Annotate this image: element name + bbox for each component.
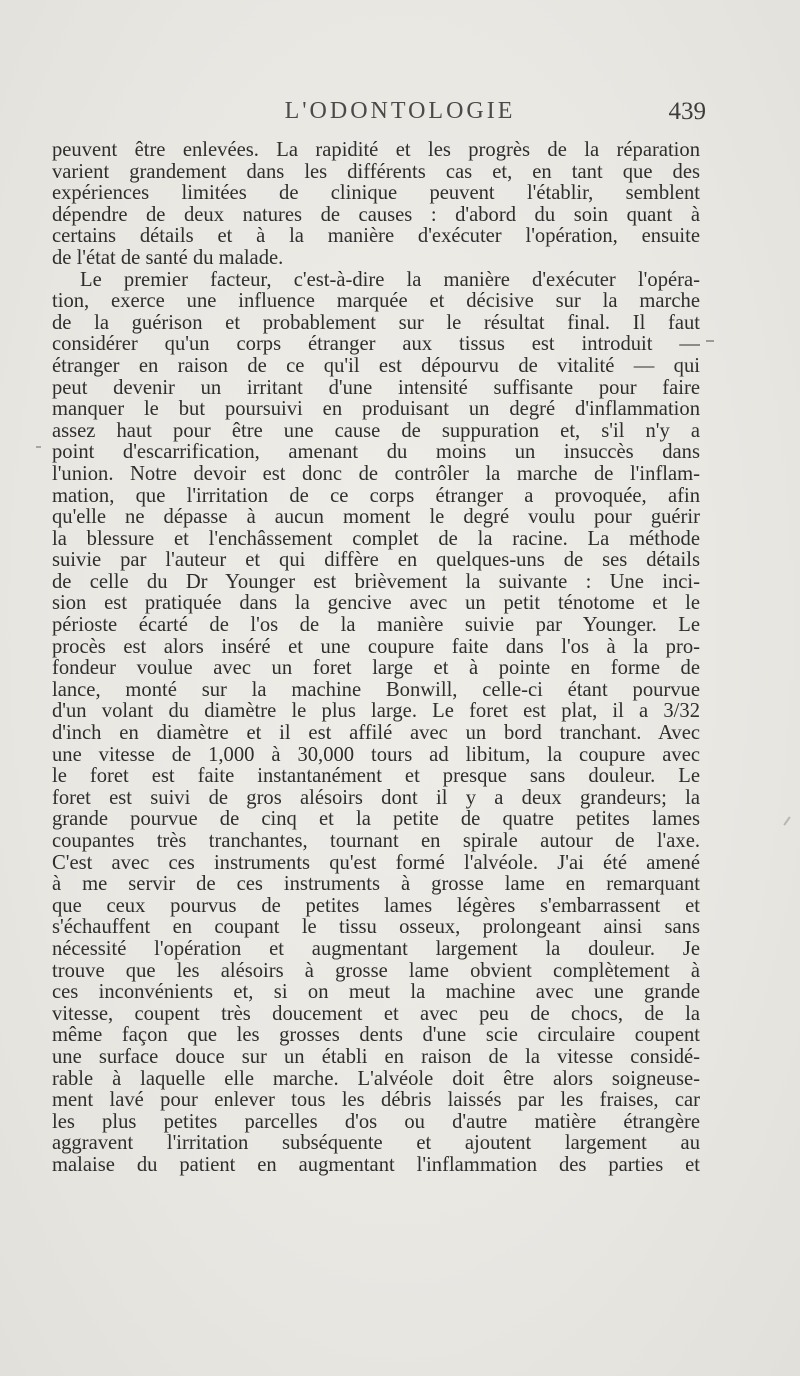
text-line: C'est avec ces instruments qu'est formé l'alvéole. J'ai été amené [52, 852, 700, 874]
margin-mark [783, 816, 790, 825]
text-line: manquer le but poursuivi en produisant un degré d'inflammation [52, 399, 700, 421]
text-line: point d'escarrification, amenant du moins un insuccès dans [52, 442, 700, 464]
text-line: rable à laquelle elle marche. L'alvéole doit être alors soigneuse- [52, 1068, 700, 1090]
text-line: assez haut pour être une cause de suppuration et, s'il n'y a [52, 420, 700, 442]
text-line: suivie par l'auteur et qui diffère en quelques-uns de ses détails [52, 550, 700, 572]
text-line: étranger en raison de ce qu'il est dépourvu de vitalité — qui [52, 355, 700, 377]
text-line: périoste écarté de l'os de la manière suivie par Younger. Le [52, 615, 700, 637]
text-line: ces inconvénients et, si on meut la machine avec une grande [52, 982, 700, 1004]
text-line: Le premier facteur, c'est-à-dire la manière d'exécuter l'opéra- [80, 269, 700, 291]
text-line: aggravent l'irritation subséquente et ajoutent largement au [52, 1133, 700, 1155]
text-line: une vitesse de 1,000 à 30,000 tours ad libitum, la coupure avec [52, 744, 700, 766]
text-line: grande pourvue de cinq et la petite de quatre petites lames [52, 809, 700, 831]
body-text [52, 140, 700, 1177]
text-line: de celle du Dr Younger est brièvement la suivante : Une inci- [52, 571, 700, 593]
text-line: certains détails et à la manière d'exécuter l'opération, ensuite [52, 226, 700, 248]
text-line: malaise du patient en augmentant l'inflammation des parties et [52, 1154, 700, 1176]
text-line: que ceux pourvus de petites lames légères s'embarrassent et [52, 895, 700, 917]
text-line: peuvent être enlevées. La rapidité et les progrès de la réparation [52, 140, 700, 161]
text-line: le foret est faite instantanément et presque sans douleur. Le [52, 766, 700, 788]
margin-mark [706, 340, 714, 342]
text-line: les plus petites parcelles d'os ou d'autre matière étrangère [52, 1111, 700, 1133]
text-line: foret est suivi de gros alésoirs dont il y a deux grandeurs; la [52, 787, 700, 809]
text-line: l'union. Notre devoir est donc de contrôler la marche de l'inflam- [52, 463, 700, 485]
text-line: à me servir de ces instruments à grosse lame en remarquant [52, 874, 700, 896]
text-line: lance, monté sur la machine Bonwill, celle-ci étant pourvue [52, 679, 700, 701]
text-line: expériences limitées de clinique peuvent l'établir, semblent [52, 183, 700, 205]
text-line: s'échauffent en coupant le tissu osseux, prolongeant ainsi sans [52, 917, 700, 939]
text-line: considérer qu'un corps étranger aux tissus est introduit — [52, 334, 700, 356]
text-line: vitesse, coupent très doucement et avec peu de chocs, de la [52, 1003, 700, 1025]
text-line: de la guérison et probablement sur le résultat final. Il faut [52, 312, 700, 334]
text-line: une surface douce sur un établi en raison de la vitesse considé- [52, 1046, 700, 1068]
margin-mark [36, 446, 41, 448]
text-line: de l'état de santé du malade. [52, 247, 284, 269]
text-line: qu'elle ne dépasse à aucun moment le degré voulu pour guérir [52, 507, 700, 529]
text-line: la blessure et l'enchâssement complet de la racine. La méthode [52, 528, 700, 550]
text-line: nécessité l'opération et augmentant largement la douleur. Je [52, 938, 700, 960]
text-line: d'un volant du diamètre le plus large. Le foret est plat, il a 3/32 [52, 701, 700, 723]
text-line: mation, que l'irritation de ce corps étranger a provoquée, afin [52, 485, 700, 507]
text-line: procès est alors inséré et une coupure faite dans l'os à la pro- [52, 636, 700, 658]
text-line: fondeur voulue avec un foret large et à pointe en forme de [52, 658, 700, 680]
text-line: d'inch en diamètre et il est affilé avec un bord tranchant. Avec [52, 723, 700, 745]
text-line: trouve que les alésoirs à grosse lame obvient complètement à [52, 960, 700, 982]
page-number: 439 [668, 98, 706, 125]
text-line: tion, exerce une influence marquée et décisive sur la marche [52, 291, 700, 313]
running-head [0, 96, 800, 130]
text-line: peut devenir un irritant d'une intensité suffisante pour faire [52, 377, 700, 399]
text-line: sion est pratiquée dans la gencive avec un petit ténotome et le [52, 593, 700, 615]
text-line: même façon que les grosses dents d'une scie circulaire coupent [52, 1025, 700, 1047]
text-line: varient grandement dans les différents cas et, en tant que des [52, 161, 700, 183]
running-title: L'ODONTOLOGIE [284, 98, 516, 124]
text-line: dépendre de deux natures de causes : d'abord du soin quant à [52, 204, 700, 226]
text-line: ment lavé pour enlever tous les débris laissés par les fraises, car [52, 1090, 700, 1112]
text-line: coupantes très tranchantes, tournant en spirale autour de l'axe. [52, 831, 700, 852]
